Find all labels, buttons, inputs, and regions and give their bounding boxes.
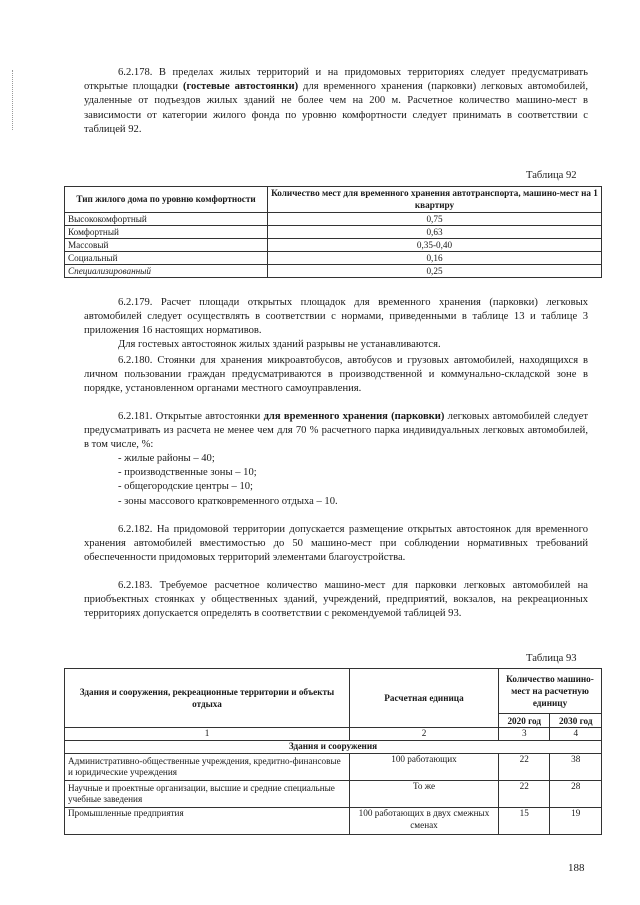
column-number: 4 [550,728,602,741]
table-92-caption: Таблица 92 [526,170,577,181]
column-header-unit: Расчетная единица [350,669,499,728]
paragraph-bold-text: для временного хранения (парковки) [263,411,445,422]
list-item: - производственные зоны – 10; [118,467,257,479]
cell-2030: 28 [550,781,602,808]
table-header-row [65,669,602,714]
column-number: 1 [65,728,350,741]
paragraph-6-2-180: 6.2.180. Стоянки для хранения микроавтобусов, автобусов и грузовых автомобилей, находящихся в личном пользовании граждан предусматриваются в производственной и коммунально-складской зоне в порядке, установленном органами местного самоуправления. [84,355,588,395]
column-header-type: Тип жилого дома по уровню комфортности [65,187,268,213]
cell-2020: 22 [499,781,550,808]
paragraph-text: 6.2.178. В пределах жилых территорий и на придомовых территориях следует предусматривать открытые площадки [84,67,588,93]
cell-building: Научные и проектные организации, высшие и средние специальные учебные заведения [65,781,350,808]
cell-2020: 15 [499,808,550,835]
margin-artifact [12,70,14,130]
cell-building: Административно-общественные учреждения, кредитно-финансовые и юридические учреждения [65,754,350,781]
paragraph-6-2-178 [84,66,588,137]
cell-value: 0,63 [268,226,602,239]
cell-value: 0,16 [268,252,602,265]
column-number-row [65,728,602,741]
list-6-2-181 [118,452,588,509]
cell-unit: 100 работающих [350,754,499,781]
cell-unit: То же [350,781,499,808]
list-item: - жилые районы – 40; [118,453,215,464]
cell-type: Массовый [65,239,268,252]
cell-value: 0,25 [268,265,602,278]
table-header-row [65,187,602,213]
paragraph-text: легковых автомобилей следует предусматривать из расчета не менее чем для 70 % расчетного парка индивидуальных легковых автомобилей, в том числе, %: [84,411,588,451]
paragraph-text: 6.2.181. Открытые автостоянки [118,411,264,422]
table-row [65,252,602,265]
cell-2030: 38 [550,754,602,781]
table-row [65,239,602,252]
table-row [65,213,602,226]
list-item: - общегородские центры – 10; [118,481,253,493]
list-item: - зоны массового кратковременного отдыха – 10. [118,495,338,507]
paragraph-bold-text: (гостевые автостоянки) [182,81,299,93]
cell-2030: 19 [550,808,602,835]
table-row [65,808,602,835]
table-row [65,265,602,278]
cell-type: Комфортный [65,226,268,239]
cell-value: 0,75 [268,213,602,226]
paragraph-text: для временного хранения (парковки) легковых автомобилей, удаленные от подъездов жилых зданий не более чем на 200 м. Расчетное количество машино-мест в зависимости от категории жилого фонда по уровню комфортности следует принимать в соответствии с таблицей 92. [84,81,589,135]
cell-type: Специализированный [65,265,268,278]
paragraph-6-2-183: 6.2.183. Требуемое расчетное количество машино-мест для парковки легковых автомобилей на приобъектных стоянках у общественных зданий, учреждений, предприятий, вокзалов, на рекреационных территориях допускается определять в соответствии с рекомендуемой таблицей 93. [84,580,588,620]
section-title: Здания и сооружения [65,741,602,754]
cell-value: 0,35-0,40 [268,239,602,252]
column-header-building: Здания и сооружения, рекреационные территории и объекты отдыха [65,669,350,728]
cell-building: Промышленные предприятия [65,808,350,835]
column-header-count: Количество машино-мест на расчетную единицу [499,669,602,714]
table-93 [64,668,602,835]
paragraph-6-2-179: 6.2.179. Расчет площади открытых площадок для временного хранения (парковки) легковых автомобилей следует осуществлять в соответствии с нормами, приведенными в таблице 13 и таблице 3 приложения 16 настоящих нормативов. [84,297,588,337]
column-header-2020: 2020 год [499,714,550,728]
column-number: 3 [499,728,550,741]
table-row [65,754,602,781]
column-header-2030: 2030 год [550,714,602,728]
section-row [65,741,602,754]
cell-type: Высококомфортный [65,213,268,226]
paragraph-6-2-181 [84,410,588,453]
table-row [65,226,602,239]
cell-type: Социальный [65,252,268,265]
cell-2020: 22 [499,754,550,781]
table-93-caption: Таблица 93 [526,653,577,664]
paragraph-6-2-179-note: Для гостевых автостоянок жилых зданий разрывы не устанавливаются. [118,339,441,350]
page-number: 188 [568,862,585,874]
table-row [65,781,602,808]
table-92 [64,186,602,278]
cell-unit: 100 работающих в двух смежных сменах [350,808,499,835]
column-header-count: Количество мест для временного хранения автотранспорта, машино-мест на 1 квартиру [268,187,602,213]
column-number: 2 [350,728,499,741]
paragraph-6-2-182: 6.2.182. На придомовой территории допускается размещение открытых автостоянок для временного хранения автомобилей вместимостью до 50 машино-мест при соблюдении нормативных требований обеспеченности придомовых территорий элементами благоустройства. [84,524,588,564]
